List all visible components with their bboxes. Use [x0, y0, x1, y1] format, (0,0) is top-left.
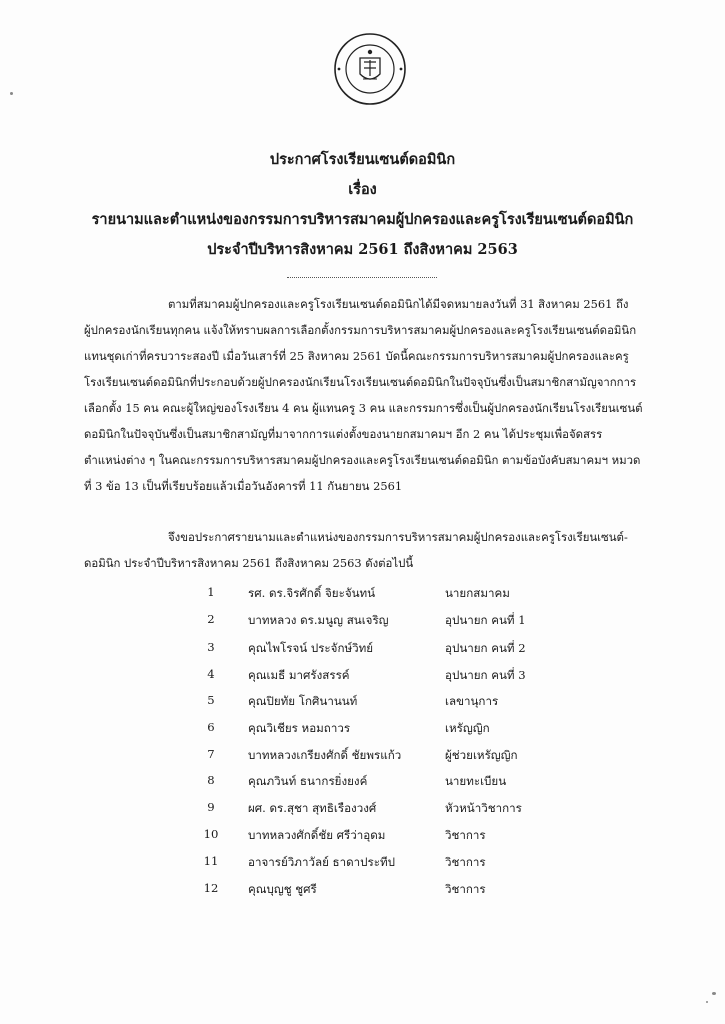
member-name: คุณไพโรจน์ ประจักษ์วิทย์	[248, 641, 374, 655]
member-name: อาจารย์วิภาวัลย์ ธาดาประทีป	[248, 855, 395, 869]
scan-speck	[706, 1001, 708, 1003]
member-name: คุณเมธี มาศรังสรรค์	[248, 668, 350, 682]
member-row	[0, 667, 725, 687]
member-number: 2	[207, 612, 215, 626]
scan-speck	[712, 992, 716, 995]
paragraph-line: แทนชุดเก่าที่ครบวาระสองปี เมื่อวันเสาร์ที่ 25 สิงหาคม 2561 บัดนี้คณะกรรมการบริหารสมาคมผู้ปกครองและครู	[84, 349, 629, 363]
member-name: ผศ. ดร.สุชา สุทธิเรืองวงศ์	[248, 801, 377, 815]
member-number: 9	[207, 800, 215, 814]
member-name: คุณภวินท์ ธนากรยิ่งยงค์	[248, 774, 368, 788]
member-number: 1	[207, 585, 215, 599]
paragraph-line: โรงเรียนเซนต์ดอมินิกที่ประกอบด้วยผู้ปกครองนักเรียนโรงเรียนเซนต์ดอมินิกในปัจจุบันซึ่งเป็นสมาชิกสามัญจากการ	[84, 375, 637, 389]
paragraph-line: ดอมินิกในปัจจุบันซึ่งเป็นสมาชิกสามัญที่มาจากการแต่งตั้งของนายกสมาคมฯ อีก 2 คน ได้ประชุมเพื่อจัดสรร	[84, 427, 603, 441]
member-row	[0, 827, 725, 847]
member-number: 5	[207, 693, 215, 707]
member-number: 10	[203, 827, 219, 841]
member-position: นายกสมาคม	[445, 586, 510, 600]
member-row	[0, 585, 725, 605]
member-row	[0, 854, 725, 874]
member-row	[0, 612, 725, 632]
member-name: บาทหลวงศักดิ์ชัย ศรีว่าอุดม	[248, 828, 386, 842]
member-row	[0, 747, 725, 767]
member-row	[0, 640, 725, 660]
member-name: บาทหลวงเกรียงศักดิ์ ชัยพรแก้ว	[248, 748, 402, 762]
member-row	[0, 881, 725, 901]
member-position: หัวหน้าวิชาการ	[445, 801, 522, 815]
term-subtitle: ประจำปีบริหารสิงหาคม 2561 ถึงสิงหาคม 2563	[207, 241, 518, 258]
member-position: ผู้ช่วยเหรัญญิก	[445, 748, 518, 762]
paragraph-line: ผู้ปกครองนักเรียนทุกคน แจ้งให้ทราบผลการเลือกตั้งกรรมการบริหารสมาคมผู้ปกครองและครูโรงเรียนเซนต์ดอมินิก	[84, 323, 637, 337]
member-row	[0, 693, 725, 713]
school-seal-logo	[333, 32, 407, 106]
member-row	[0, 800, 725, 820]
member-number: 4	[207, 667, 215, 681]
paragraph-line: ที่ 3 ข้อ 13 เป็นที่เรียบร้อยแล้วเมื่อวันอังคารที่ 11 กันยายน 2561	[84, 479, 403, 493]
member-position: เลขานุการ	[445, 694, 499, 708]
member-name: คุณวิเชียร หอมถาวร	[248, 721, 351, 735]
member-name: คุณปิยทัย โกศินานนท์	[248, 694, 358, 708]
paragraph-line: ตำแหน่งต่าง ๆ ในคณะกรรมการบริหารสมาคมผู้ปกครองและครูโรงเรียนเซนต์ดอมินิก ตามข้อบังคับสมาคมฯ หมวด	[84, 453, 641, 467]
announcement-title: ประกาศโรงเรียนเซนต์ดอมินิก	[269, 151, 456, 168]
member-position: วิชาการ	[445, 882, 486, 896]
member-position: เหรัญญิก	[445, 721, 490, 735]
member-position: อุปนายก คนที่ 2	[445, 641, 526, 655]
paragraph-2	[84, 524, 644, 576]
subject-label: เรื่อง	[348, 181, 377, 198]
member-row	[0, 773, 725, 793]
member-number: 7	[207, 747, 215, 761]
member-number: 12	[203, 881, 219, 895]
paragraph-line: ดอมินิก ประจำปีบริหารสิงหาคม 2561 ถึงสิงหาคม 2563 ดังต่อไปนี้	[84, 556, 414, 570]
member-number: 8	[207, 773, 215, 787]
paragraph-line: ตามที่สมาคมผู้ปกครองและครูโรงเรียนเซนต์ดอมินิกได้มีจดหมายลงวันที่ 31 สิงหาคม 2561 ถึง	[168, 297, 629, 311]
scan-speck	[10, 92, 13, 95]
member-position: วิชาการ	[445, 828, 486, 842]
subject-title: รายนามและตำแหน่งของกรรมการบริหารสมาคมผู้ปกครองและครูโรงเรียนเซนต์ดอมินิก	[91, 211, 634, 228]
member-position: อุปนายก คนที่ 1	[445, 613, 526, 627]
member-name: คุณบุญชู ชูศรี	[248, 882, 317, 896]
member-position: วิชาการ	[445, 855, 486, 869]
member-number: 6	[207, 720, 215, 734]
member-position: อุปนายก คนที่ 3	[445, 668, 526, 682]
paragraph-1	[84, 291, 644, 499]
member-number: 3	[207, 640, 215, 654]
paragraph-line: จึงขอประกาศรายนามและตำแหน่งของกรรมการบริหารสมาคมผู้ปกครองและครูโรงเรียนเซนต์-	[168, 530, 628, 544]
dotted-divider	[287, 277, 437, 278]
member-position: นายทะเบียน	[445, 774, 507, 788]
member-name: รศ. ดร.จิรศักดิ์ จิยะจันทน์	[248, 586, 376, 600]
member-row	[0, 720, 725, 740]
member-number: 11	[203, 854, 219, 868]
paragraph-line: เลือกตั้ง 15 คน คณะผู้ใหญ่ของโรงเรียน 4 คน ผู้แทนครู 3 คน และกรรมการซึ่งเป็นผู้ปกครองนักเรียนโรงเรียนเซนต์	[84, 401, 643, 415]
member-name: บาทหลวง ดร.มนูญ สนเจริญ	[248, 613, 389, 627]
